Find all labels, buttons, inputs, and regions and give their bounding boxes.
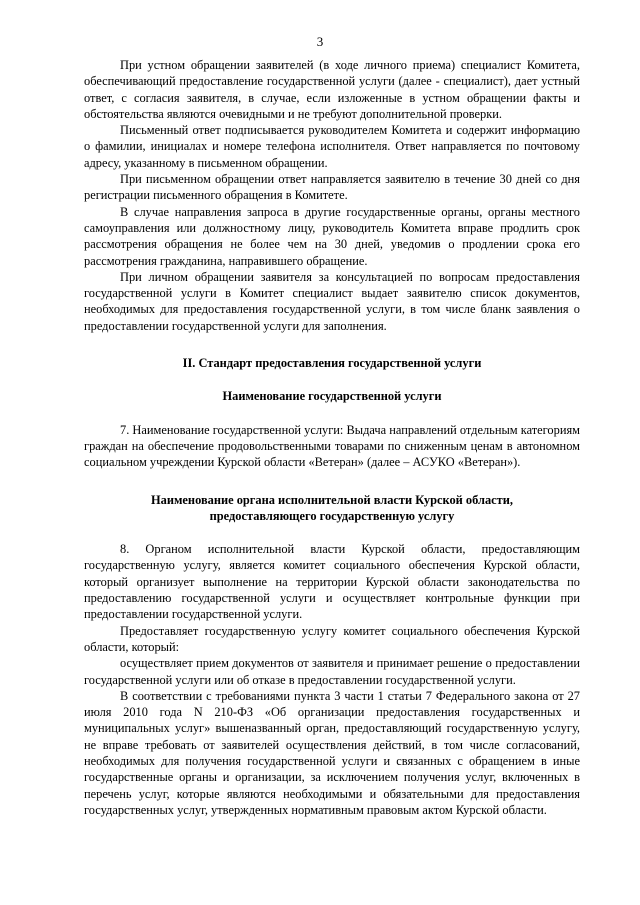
paragraph-accepts-documents: осуществляет прием документов от заявителя и принимает решение о предоставлении государственной услуги или об отказе в предоставлении государственной услуги. [84, 656, 580, 687]
paragraph-consultation: При личном обращении заявителя за консультацией по вопросам предоставления государственной услуги в Комитет специалист выдает заявителю список документов, необходимых для предоставления государственной услуги, в том числе бланк заявления о предоставлении государственной услуги для заполнения. [84, 269, 580, 333]
paragraph-federal-law: В соответствии с требованиями пункта 3 части 1 статьи 7 Федерального закона от 27 июля 2010 года N 210-ФЗ «Об организации предоставления государственных и муниципальных услуг» вышеназванный орган, предоставляющий государственную услугу, не вправе требовать от заявителей осуществления действий, в том числе согласований, необходимых для получения государственной услуги и связанных с обращением в иные государственные органы и организации, за исключением получения услуг, включенных в перечень услуг, которые являются необходимыми и обязательными для предоставления государственных услуг, утвержденных нормативным правовым актом Курской области. [84, 688, 580, 817]
subsection-title-authority [84, 492, 580, 525]
paragraph-written-response: Письменный ответ подписывается руководителем Комитета и содержит информацию о фамилии, инициалах и номере телефона исполнителя. Ответ направляется по почтовому адресу, указанному в письменном обращении. [84, 123, 580, 170]
paragraph-oral-response: При устном обращении заявителей (в ходе личного приема) специалист Комитета, обеспечивающий предоставление государственной услуги (далее - специалист), дает устный ответ, с согласия заявителя, в случае, если изложенные в устном обращении факты и обстоятельства являются очевидными и не требуют дополнительной проверки. [84, 58, 580, 121]
paragraph-extension: В случае направления запроса в другие государственные органы, органы местного самоуправления или должностному лицу, руководитель Комитета вправе продлить срок рассмотрения обращения не более чем на 30 дней, уведомив о продлении срока его рассмотрения гражданина, направившего обращение. [84, 204, 580, 268]
paragraph-response-deadline: При письменном обращении ответ направляется заявителю в течение 30 дней со дня регистрации письменного обращения в Комитете. [84, 172, 580, 203]
section-title: II. Стандарт предоставления государственной услуги [182, 356, 482, 371]
page-number: 3 [316, 34, 324, 49]
paragraph-service-name: 7. Наименование государственной услуги: Выдача направлений отдельным категориям граждан на обеспечение продовольственными товарами по сниженным ценам в автономном социальном учреждении Курской области «Ветеран» (далее – АСУКО «Ветеран»). [84, 422, 580, 470]
document-body [84, 57, 580, 818]
subsection-title-service-name: Наименование государственной услуги [222, 389, 442, 404]
paragraph-provider: Предоставляет государственную услугу комитет социального обеспечения Курской области, который: [84, 623, 580, 654]
subsection-title-authority-line1: Наименование органа исполнительной власти Курской области, [151, 492, 513, 507]
subsection-title-authority-line2: предоставляющего государственную услугу [209, 508, 455, 523]
paragraph-authority: 8. Органом исполнительной власти Курской области, предоставляющим государственную услугу, является комитет социального обеспечения Курской области, который организует выполнение на территории Курской области законодательства по предоставлению государственной услуги и осуществляет контрольные функции при предоставлении государственной услуги. [84, 542, 580, 622]
